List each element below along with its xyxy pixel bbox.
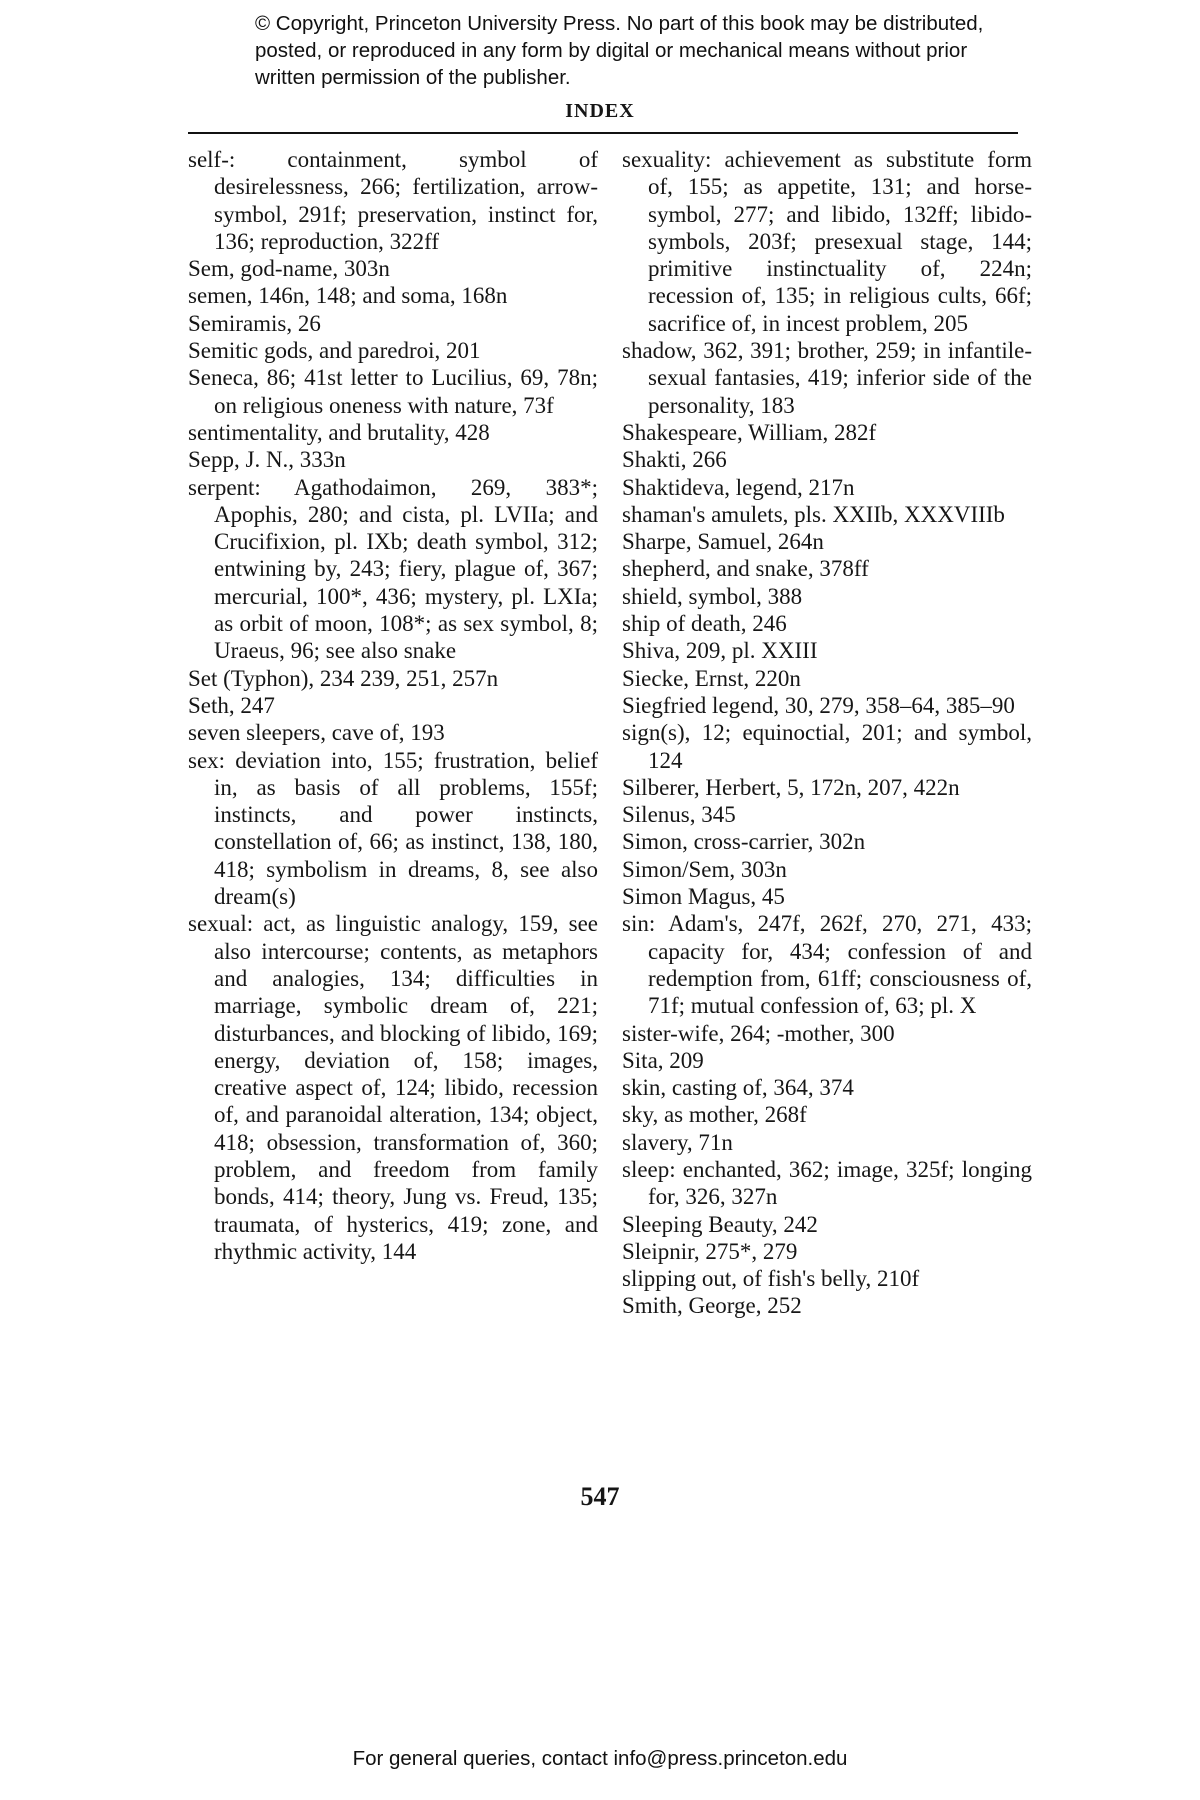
index-entry: Simon Magus, 45 [622, 884, 785, 910]
index-entry: Siegfried legend, 30, 279, 358–64, 385–90 [622, 692, 1015, 718]
index-entry: Sleipnir, 275*, 279 [622, 1238, 798, 1264]
index-entry: seven sleepers, cave of, 193 [188, 720, 445, 746]
index-entry: shepherd, and snake, 378ff [622, 556, 869, 582]
copyright-notice: © Copyright, Princeton University Press. No part of this book may be distributed, posted, or reproduced in any form by digital or mechanical means without prior written permission of the publisher. [255, 12, 984, 89]
index-entry: Shakespeare, William, 282f [622, 419, 877, 445]
index-entry: sexual: act, as linguistic analogy, 159, see also intercourse; contents, as metaphors and analogies, 134; difficulties in marriage, symbolic dream of, 221; disturbances, and blocking of libido, 169; energy, deviation of, 158; images, creative aspect of, 124; libido, recession of, and paranoidal alteration, 134; object, 418; obsession, transformation of, 360; problem, and freedom from family bonds, 414; theory, Jung vs. Freud, 135; traumata, of hysterics, 419; zone, and rhythmic activity, 144 [188, 911, 598, 1264]
index-entry: Seth, 247 [188, 692, 275, 718]
index-entry: sky, as mother, 268f [622, 1102, 807, 1128]
page-number: 547 [580, 1482, 620, 1511]
index-entry: self-: containment, symbol of desirelessness, 266; fertilization, arrow-symbol, 291f; preservation, instinct for, 136; reproduction, 322ff [188, 147, 598, 254]
index-entry: shadow, 362, 391; brother, 259; in infantile-sexual fantasies, 419; inferior side of the personality, 183 [622, 338, 1032, 418]
index-entry: Sepp, J. N., 333n [188, 447, 346, 473]
index-entry: Sleeping Beauty, 242 [622, 1211, 818, 1237]
index-entry: sin: Adam's, 247f, 262f, 270, 271, 433; capacity for, 434; confession of and redemption from, 61ff; consciousness of, 71f; mutual confession of, 63; pl. X [622, 911, 1032, 1019]
index-entry: shaman's amulets, pls. XXIIb, XXXVIIIb [622, 501, 1005, 527]
index-entry: shield, symbol, 388 [622, 583, 803, 609]
index-entry: sister-wife, 264; -mother, 300 [622, 1020, 895, 1046]
running-head-index: INDEX [565, 100, 635, 122]
index-entry: Set (Typhon), 234 239, 251, 257n [188, 665, 499, 691]
index-entry: Siecke, Ernst, 220n [622, 665, 801, 691]
header-rule [188, 132, 1018, 134]
index-entry: Semiramis, 26 [188, 310, 321, 336]
index-entry: Smith, George, 252 [622, 1293, 802, 1319]
index-entry: ship of death, 246 [622, 611, 787, 637]
index-column-left [188, 146, 598, 1265]
index-entry: skin, casting of, 364, 374 [622, 1075, 854, 1101]
index-entry: Sharpe, Samuel, 264n [622, 529, 824, 555]
index-entry: Seneca, 86; 41st letter to Lucilius, 69, 78n; on religious oneness with nature, 73f [188, 365, 598, 418]
index-entry: sleep: enchanted, 362; image, 325f; longing for, 326, 327n [622, 1156, 1032, 1210]
contact-footer: For general queries, contact info@press.princeton.edu [352, 1747, 848, 1770]
index-entry: Sem, god-name, 303n [188, 256, 390, 282]
index-entry: sign(s), 12; equinoctial, 201; and symbol, 124 [622, 720, 1032, 773]
index-entry: Shiva, 209, pl. XXIII [622, 638, 818, 664]
index-entry: Shakti, 266 [622, 447, 727, 473]
index-entry: sex: deviation into, 155; frustration, belief in, as basis of all problems, 155f; instincts, and power instincts, constellation of, 66; as instinct, 138, 180, 418; symbolism in dreams, 8, see also dream(s) [188, 747, 598, 910]
index-entry: semen, 146n, 148; and soma, 168n [188, 283, 508, 309]
index-entry: slavery, 71n [622, 1129, 733, 1155]
index-entry: Silenus, 345 [622, 802, 736, 828]
index-column-right [622, 146, 1032, 1320]
index-entry: sexuality: achievement as substitute form of, 155; as appetite, 131; and horse-symbol, 277; and libido, 132ff; libido-symbols, 203f; presexual stage, 144; primitive instinctuality of, 224n; recession of, 135; in religious cults, 66f; sacrifice of, in incest problem, 205 [622, 147, 1032, 336]
index-entry: Shaktideva, legend, 217n [622, 474, 855, 500]
index-entry: sentimentality, and brutality, 428 [188, 419, 490, 445]
index-entry: Simon, cross-carrier, 302n [622, 829, 866, 855]
index-entry: Simon/Sem, 303n [622, 856, 787, 882]
index-entry: Silberer, Herbert, 5, 172n, 207, 422n [622, 774, 960, 800]
index-entry: Sita, 209 [622, 1047, 704, 1073]
index-entry: slipping out, of fish's belly, 210f [622, 1266, 920, 1292]
index-entry: serpent: Agathodaimon, 269, 383*; Apophis, 280; and cista, pl. LVIIa; and Crucifixion, pl. IXb; death symbol, 312; entwining by, 243; fiery, plague of, 367; mercurial, 100*, 436; mystery, pl. LXIa; as orbit of moon, 108*; as sex symbol, 8; Uraeus, 96; see also snake [188, 474, 598, 664]
index-entry: Semitic gods, and paredroi, 201 [188, 338, 481, 364]
